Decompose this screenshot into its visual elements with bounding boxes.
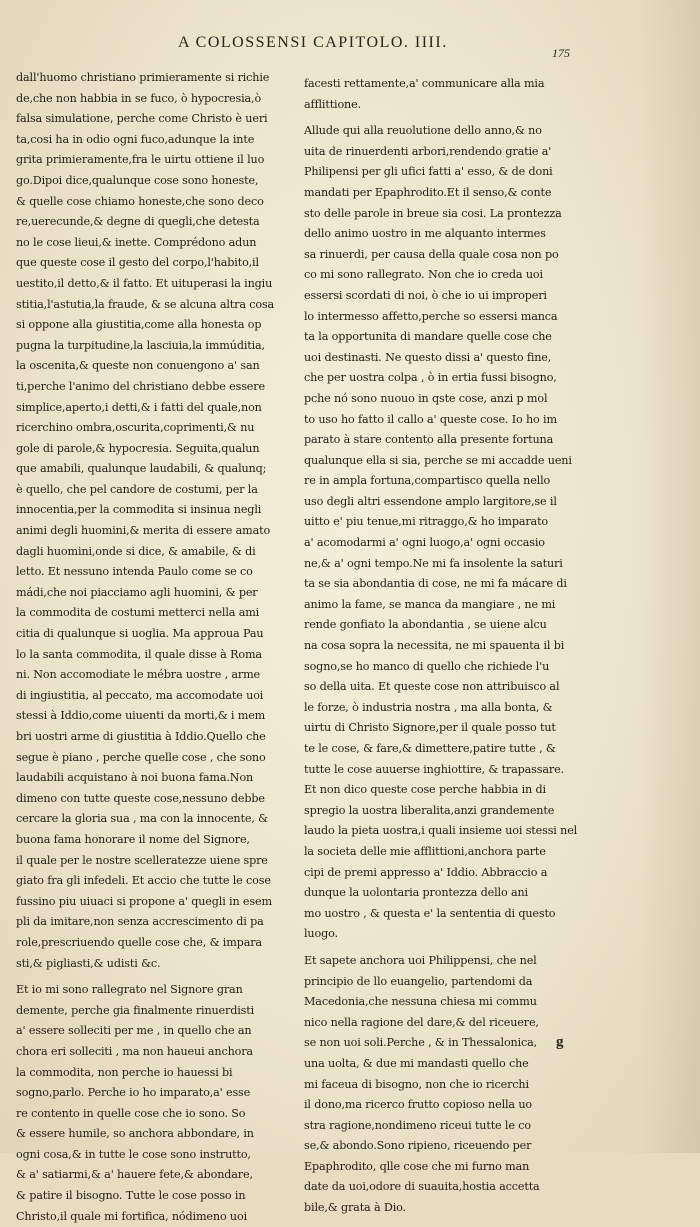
- text-line: & quelle cose chiamo honeste,che sono deco: [16, 194, 264, 208]
- text-line: la commodita de costumi metterci nella ami: [16, 606, 260, 620]
- text-line: è quello, che pel candore de costumi, per la: [16, 482, 258, 496]
- text-line: uirtu di Christo Signore,per il quale posso tut: [304, 721, 556, 735]
- text-line: ni. Non accomodiate le mébra uostre , arme: [16, 668, 261, 682]
- text-line: falsa simulatione, perche come Christo è ueri: [16, 112, 268, 126]
- text-line: uita de rinuerdenti arbori,rendendo gratie a': [304, 144, 552, 158]
- text-line: ta se sia abondantia di cose, ne mi fa mácare di: [304, 577, 567, 591]
- text-line: role,prescriuendo quelle cose che, & impara: [16, 935, 262, 949]
- text-line: se,& abondo.Sono ripieno, riceuendo per: [304, 1139, 532, 1153]
- text-line: re in ampla fortuna,compartisco quella nello: [304, 474, 551, 488]
- text-line: nico nella ragione del dare,& del riceuere,: [304, 1015, 539, 1029]
- text-line: pche nó sono nuouo in qste cose, anzi p mol: [304, 391, 548, 405]
- text-line: Epaphrodito, qlle cose che mi furno man: [304, 1159, 530, 1173]
- text-line: laudo la pieta uostra,i quali insieme uoi stessi nel: [304, 824, 578, 838]
- text-line: principio de llo euangelio, partendomi da: [304, 974, 533, 988]
- text-line: Et sapete anchora uoi Philippensi, che nel: [304, 953, 537, 967]
- text-line: pli da imitare,non senza accrescimento di pa: [16, 915, 264, 929]
- text-line: ti,perche l'animo del christiano debbe essere: [16, 379, 265, 393]
- text-line: dunque la uolontaria prontezza dello ani: [304, 886, 528, 900]
- text-line: ta la opportunita di mandare quelle cose che: [304, 330, 552, 344]
- text-line: a' essere solleciti per me , in quello che an: [16, 1024, 252, 1038]
- text-line: sto delle parole in breue sia cosi. La prontezza: [304, 206, 562, 220]
- text-line: di ingiustitia, al peccato, ma accomodate uoi: [16, 688, 264, 702]
- text-line: stra ragione,nondimeno riceui tutte le co: [304, 1118, 531, 1132]
- text-line: te le cose, & fare,& dimettere,patire tutte , &: [304, 742, 556, 755]
- text-line: se non uoi soli.Perche , & in Thessalonica,: [304, 1036, 538, 1050]
- text-line: una uolta, & due mi mandasti quello che: [304, 1056, 529, 1070]
- text-line: Allude qui alla reuolutione dello anno,& no: [304, 124, 542, 138]
- text-line: cercare la gloria sua , ma con la innocente, &: [16, 812, 268, 826]
- text-line: ne,& a' ogni tempo.Ne mi fa insolente la saturi: [304, 556, 563, 570]
- text-line: facesti rettamente,a' communicare alla mia: [304, 77, 545, 90]
- text-line: go.Dipoi dice,qualunque cose sono honeste,: [16, 173, 259, 187]
- text-line: bri uostri arme di giustitia à Iddio.Quello che: [16, 730, 266, 743]
- running-title: A COLOSSENSI CAPITOLO. IIII.: [178, 34, 448, 51]
- text-line: & a' satiarmi,& a' hauere fete,& abondare,: [16, 1168, 253, 1182]
- folio-number: 175: [552, 46, 570, 60]
- text-line: chora eri solleciti , ma non haueui anchora: [16, 1044, 253, 1058]
- text-line: uoi destinasti. Ne questo dissi a' questo fine,: [304, 350, 552, 364]
- text-line: fussino piu uiuaci si propone a' quegli in esem: [16, 894, 272, 908]
- text-line: & patire il bisogno. Tutte le cose posso in: [16, 1189, 246, 1203]
- text-line: laudabili acquistano à noi buona fama.Non: [16, 771, 254, 785]
- text-line: mádi,che noi piacciamo agli huomini, & per: [16, 585, 258, 599]
- text-line: parato à stare contento alla presente fortuna: [304, 433, 554, 447]
- text-line: giato fra gli infedeli. Et accio che tutte le cose: [16, 874, 271, 888]
- right-text-column: [304, 74, 593, 1219]
- text-line: que amabili, qualunque laudabili, & qualunq;: [16, 462, 267, 476]
- text-line: re contento in quelle cose che io sono. So: [16, 1106, 246, 1120]
- page-edge-shadow: [640, 0, 700, 1153]
- text-line: ricerchino ombra,oscurita,coprimenti,& nu: [16, 421, 255, 435]
- text-line: animi degli huomini,& merita di essere amato: [16, 524, 271, 538]
- text-line: sogno,parlo. Perche io ho imparato,a' esse: [16, 1086, 251, 1100]
- text-line: la oscenita,& queste non conuengono a' san: [16, 359, 260, 373]
- text-line: re,uerecunde,& degne di quegli,che detesta: [16, 215, 260, 229]
- text-line: le forze, ò industria nostra , ma alla bonta, &: [304, 700, 553, 714]
- text-line: citia di qualunque si uoglia. Ma approua Pau: [16, 627, 264, 641]
- text-line: gole di parole,& hypocresia. Seguita,qualun: [16, 441, 260, 455]
- text-line: grita primieramente,fra le uirtu ottiene il luo: [16, 153, 265, 167]
- text-line: Macedonia,che nessuna chiesa mi commu: [304, 995, 537, 1009]
- signature-mark: g: [556, 1034, 564, 1050]
- text-line: to uso ho fatto il callo a' queste cose. Io ho im: [304, 412, 557, 426]
- text-line: Christo,il quale mi fortifica, nódimeno uoi: [16, 1209, 248, 1223]
- text-line: stessi à Iddio,come uiuenti da morti,& i mem: [16, 709, 266, 723]
- text-line: dello animo uostro in me alquanto intermes: [304, 227, 546, 241]
- text-line: ogni cosa,& in tutte le cose sono instrutto,: [16, 1147, 251, 1161]
- text-line: date da uoi,odore di suauita,hostia accetta: [304, 1180, 540, 1194]
- text-line: il quale per le nostre scelleratezze uiene spre: [16, 853, 268, 867]
- text-line: stitia,l'astutia,la fraude, & se alcuna altra cosa: [16, 297, 275, 311]
- text-line: Philipensi per gli ufici fatti a' esso, & de doni: [304, 165, 553, 179]
- text-line: tutte le cose auuerse inghiottire, & trapassare.: [304, 762, 564, 776]
- text-line: innocentia,per la commodita si insinua negli: [16, 503, 262, 517]
- text-line: animo la fame, se manca da mangiare , ne mi: [304, 597, 556, 611]
- text-line: & essere humile, so anchora abbondare, in: [16, 1127, 254, 1141]
- text-line: ta,cosi ha in odio ogni fuco,adunque la inte: [16, 132, 255, 146]
- text-line: so della uita. Et queste cose non attribuisco al: [304, 680, 560, 694]
- text-line: la societa delle mie afflittioni,anchora parte: [304, 844, 546, 858]
- text-line: sogno,se ho manco di quello che richiede l'u: [304, 659, 550, 673]
- text-line: sa rinuerdi, per causa della quale cosa non po: [304, 247, 559, 261]
- text-line: uestito,il detto,& il fatto. Et uituperasi la ingiu: [16, 276, 273, 290]
- text-line: afflittione.: [304, 97, 361, 111]
- text-line: cipi de premi appresso a' Iddio. Abbraccio a: [304, 865, 548, 879]
- text-line: luogo.: [304, 927, 338, 941]
- text-line: Et non dico queste cose perche habbia in di: [304, 783, 546, 797]
- left-text-column: [16, 68, 301, 1227]
- text-line: buona fama honorare il nome del Signore,: [16, 832, 250, 846]
- text-line: demente, perche gia finalmente rinuerdisti: [16, 1003, 255, 1017]
- text-line: che per uostra colpa , ò in ertia fussi bisogno,: [304, 371, 557, 385]
- text-line: uitto e' piu tenue,mi ritraggo,& ho imparato: [304, 515, 548, 529]
- text-line: mi faceua di bisogno, non che io ricerchi: [304, 1077, 529, 1091]
- text-line: letto. Et nessuno intenda Paulo come se co: [16, 565, 253, 579]
- text-line: il dono,ma ricerco frutto copioso nella uo: [304, 1098, 532, 1112]
- text-line: rende gonfiato la abondantia , se uiene alcu: [304, 618, 547, 632]
- text-line: a' acomodarmi a' ogni luogo,a' ogni occasio: [304, 536, 545, 550]
- text-line: essersi scordati di noi, ò che io ui improperi: [304, 288, 547, 302]
- text-line: uso degli altri essendone amplo largitore,se il: [304, 494, 557, 508]
- text-line: mo uostro , & questa e' la sententia di questo: [304, 906, 556, 920]
- text-line: que queste cose il gesto del corpo,l'habito,il: [16, 256, 259, 270]
- text-line: dimeno con tutte queste cose,nessuno debbe: [16, 791, 265, 805]
- text-line: spregio la uostra liberalita,anzi grandemente: [304, 803, 555, 817]
- text-line: si oppone alla giustitia,come alla honesta op: [16, 318, 262, 332]
- text-line: co mi sono rallegrato. Non che io creda uoi: [304, 268, 543, 282]
- text-line: qualunque ella si sia, perche se mi accadde ueni: [304, 453, 572, 467]
- text-line: na cosa sopra la necessita, ne mi spauenta il bi: [304, 639, 565, 653]
- text-line: de,che non habbia in se fuco, ò hypocresia,ò: [16, 91, 262, 105]
- text-line: bile,& grata à Dio.: [304, 1201, 406, 1215]
- text-line: dagli huomini,onde si dice, & amabile, & di: [16, 544, 256, 558]
- text-line: pugna la turpitudine,la lasciuia,la immúditia,: [16, 338, 265, 352]
- text-line: la commodita, non perche io hauessi bi: [16, 1065, 233, 1079]
- text-line: segue è piano , perche quelle cose , che sono: [16, 750, 266, 764]
- text-line: no le cose lieui,& inette. Comprédono adun: [16, 235, 257, 249]
- text-line: dall'huomo christiano primieramente si richie: [16, 71, 270, 84]
- text-line: Et io mi sono rallegrato nel Signore gran: [16, 983, 243, 997]
- text-line: sti,& pigliasti,& udisti &c.: [16, 956, 161, 970]
- text-line: lo intermesso affetto,perche so essersi manca: [304, 309, 558, 323]
- text-line: mandati per Epaphrodito.Et il senso,& conte: [304, 185, 552, 199]
- text-line: simplice,aperto,i detti,& i fatti del quale,non: [16, 400, 262, 414]
- text-line: lo la santa commodita, il quale disse à Roma: [16, 647, 262, 661]
